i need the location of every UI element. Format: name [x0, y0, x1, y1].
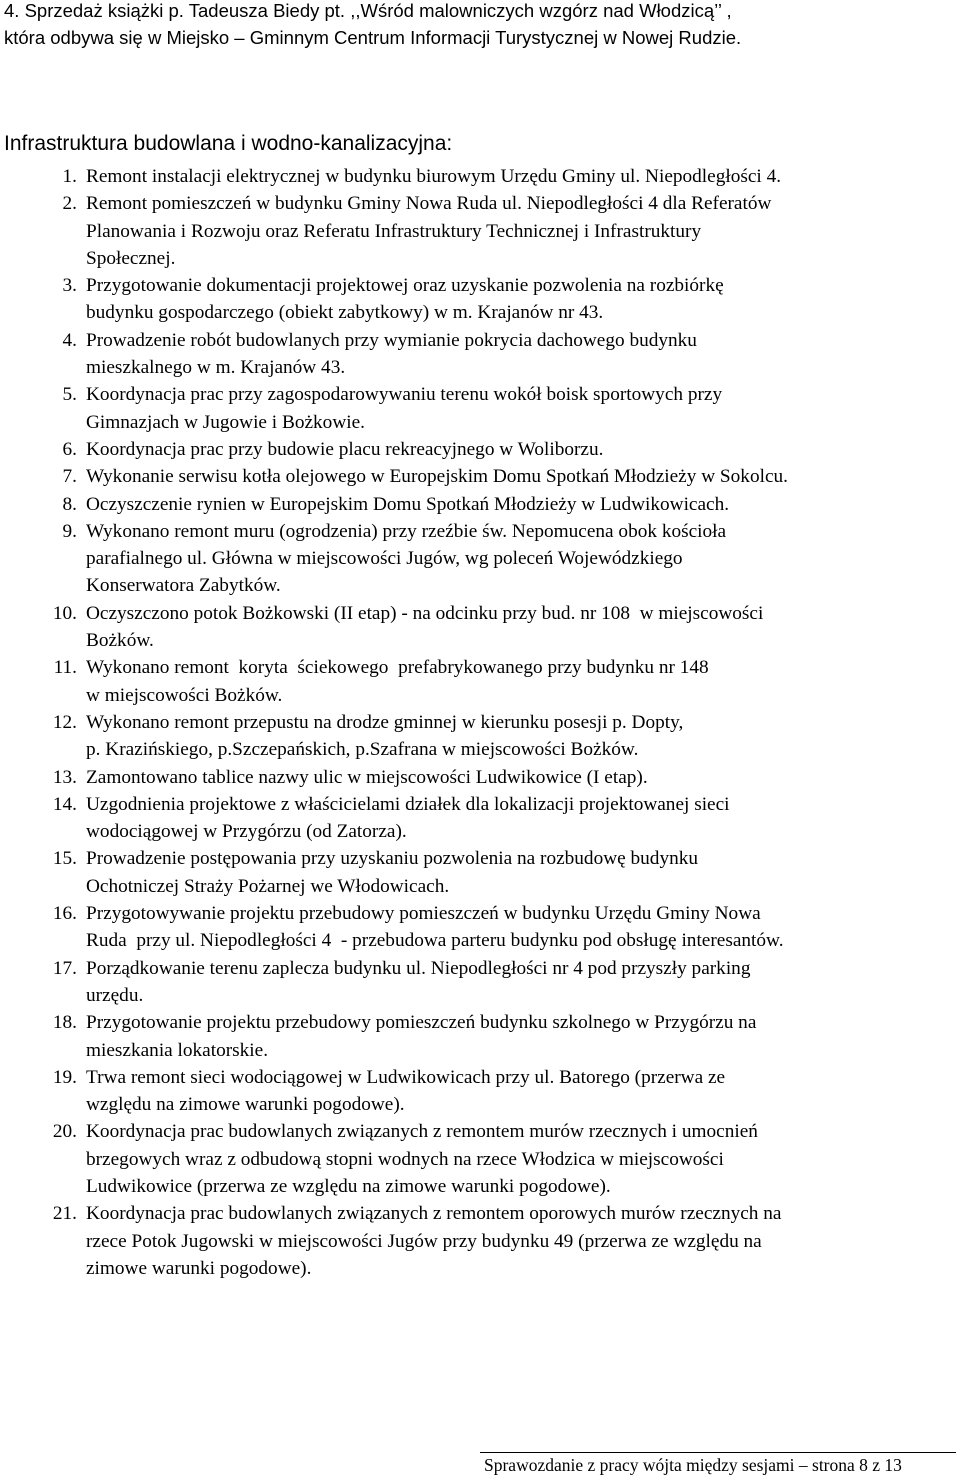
item-text-line: Prowadzenie robót budowlanych przy wymianie pokrycia dachowego budynku — [86, 329, 697, 351]
item-text-line: Przygotowanie dokumentacji projektowej oraz uzyskanie pozwolenia na rozbiórkę — [86, 275, 724, 297]
item-text-line: Ruda przy ul. Niepodległości 4 - przebudowa parteru budynku pod obsługę interesantów. — [86, 930, 784, 952]
list-item — [0, 791, 960, 846]
item-text-line: Wykonano remont przepustu na drodze gminnej w kierunku posesji p. Dopty, — [86, 711, 684, 733]
list-item — [0, 272, 960, 327]
page-footer: Sprawozdanie z pracy wójta między sesjami – strona 8 z 13 — [484, 1455, 902, 1475]
item-number: 21. — [52, 1203, 77, 1225]
item-text-line: p. Krazińskiego, p.Szczepańskich, p.Szafrana w miejscowości Bożków. — [86, 739, 639, 761]
list-item — [0, 1118, 960, 1200]
section-heading: Infrastruktura budowlana i wodno-kanalizacyjna: — [4, 132, 453, 155]
item-number: 6. — [62, 438, 77, 460]
list-item — [0, 1009, 960, 1064]
item-number: 18. — [52, 1012, 77, 1034]
list-item — [0, 764, 960, 791]
item-number: 16. — [52, 903, 77, 925]
item-number: 1. — [62, 166, 77, 187]
item-text-line: mieszkalnego w m. Krajanów 43. — [86, 357, 346, 379]
item-number: 19. — [52, 1066, 77, 1088]
item-number: 13. — [52, 766, 77, 788]
item-number: 2. — [62, 193, 77, 215]
item-text-line: Bożków. — [86, 630, 154, 652]
intro-paragraph — [4, 0, 954, 51]
item-number: 17. — [52, 957, 77, 979]
item-text-line: Uzgodnienia projektowe z właścicielami działek dla lokalizacji projektowanej sieci — [86, 793, 730, 815]
item-text-line: w miejscowości Bożków. — [86, 684, 283, 706]
list-item — [0, 491, 960, 518]
item-text-line: urzędu. — [86, 984, 144, 1006]
item-number: 20. — [52, 1121, 77, 1143]
item-text-line: Społecznej. — [86, 247, 176, 269]
list-item — [0, 600, 960, 655]
item-number: 8. — [62, 493, 77, 515]
list-item — [0, 327, 960, 382]
item-number: 7. — [62, 466, 77, 488]
item-text-line: Koordynacja prac budowlanych związanych z remontem oporowych murów rzecznych na — [86, 1203, 782, 1225]
item-text-line: Prowadzenie postępowania przy uzyskaniu pozwolenia na rozbudowę budynku — [86, 848, 699, 870]
list-item — [0, 709, 960, 764]
item-text-line: Wykonano remont muru (ogrodzenia) przy rzeźbie św. Nepomucena obok kościoła — [86, 520, 727, 542]
item-number: 4. — [62, 329, 77, 351]
list-item — [0, 463, 960, 490]
list-item — [0, 436, 960, 463]
item-text-line: Koordynacja prac przy budowie placu rekreacyjnego w Woliborzu. — [86, 438, 604, 460]
item-text-line: Remont pomieszczeń w budynku Gminy Nowa Ruda ul. Niepodległości 4 dla Referatów — [86, 193, 772, 215]
task-list — [0, 163, 960, 1282]
item-text-line: budynku gospodarczego (obiekt zabytkowy) w m. Krajanów nr 43. — [86, 302, 604, 324]
item-number: 14. — [52, 793, 77, 815]
item-text-line: brzegowych wraz z odbudową stopni wodnych na rzece Włodzica w miejscowości — [86, 1148, 724, 1170]
item-text-line: Zamontowano tablice nazwy ulic w miejscowości Ludwikowice (I etap). — [86, 766, 648, 788]
list-item — [0, 163, 960, 190]
list-item — [0, 1064, 960, 1119]
item-text-line: Konserwatora Zabytków. — [86, 575, 281, 597]
item-text-line: zimowe warunki pogodowe). — [86, 1257, 312, 1279]
list-item — [0, 190, 960, 272]
item-text-line: Planowania i Rozwoju oraz Referatu Infrastruktury Technicznej i Infrastruktury — [86, 220, 702, 242]
item-text-line: Koordynacja prac przy zagospodarowywaniu terenu wokół boisk sportowych przy — [86, 384, 723, 406]
item-text-line: Ludwikowice (przerwa ze względu na zimowe warunki pogodowe). — [86, 1175, 611, 1197]
item-number: 5. — [62, 384, 77, 406]
item-number: 10. — [52, 602, 77, 624]
item-text-line: Przygotowanie projektu przebudowy pomieszczeń budynku szkolnego w Przygórzu na — [86, 1012, 757, 1034]
item-text-line: Porządkowanie terenu zaplecza budynku ul. Niepodległości nr 4 pod przyszły parking — [86, 957, 751, 979]
item-text-line: Wykonano remont koryta ściekowego prefabrykowanego przy budynku nr 148 — [86, 657, 709, 679]
intro-line-1: 4. Sprzedaż książki p. Tadeusza Biedy pt. ,,Wśród malowniczych wzgórz nad Włodzicą’’ , — [4, 0, 732, 21]
item-text-line: mieszkania lokatorskie. — [86, 1039, 269, 1061]
list-item — [0, 955, 960, 1010]
intro-line-2: która odbywa się w Miejsko – Gminnym Centrum Informacji Turystycznej w Nowej Rudzie. — [4, 27, 742, 48]
list-item — [0, 1200, 960, 1282]
item-text-line: Trwa remont sieci wodociągowej w Ludwikowicach przy ul. Batorego (przerwa ze — [86, 1066, 726, 1088]
item-text-line: Przygotowywanie projektu przebudowy pomieszczeń w budynku Urzędu Gminy Nowa — [86, 903, 761, 925]
item-text-line: Gimnazjach w Jugowie i Bożkowie. — [86, 411, 365, 433]
list-item — [0, 518, 960, 600]
item-number: 15. — [52, 848, 77, 870]
list-item — [0, 381, 960, 436]
footer-rule — [480, 1452, 956, 1453]
item-text-line: Remont instalacji elektrycznej w budynku biurowym Urzędu Gminy ul. Niepodległości 4. — [86, 166, 782, 187]
item-number: 3. — [62, 275, 77, 297]
item-number: 12. — [52, 711, 77, 733]
item-number: 9. — [62, 520, 77, 542]
item-text-line: wodociągowej w Przygórzu (od Zatorza). — [86, 821, 407, 843]
item-text-line: Koordynacja prac budowlanych związanych z remontem murów rzecznych i umocnień — [86, 1121, 758, 1143]
item-text-line: rzece Potok Jugowski w miejscowości Jugów przy budynku 49 (przerwa ze względu na — [86, 1230, 762, 1252]
item-text-line: Ochotniczej Straży Pożarnej we Włodowicach. — [86, 875, 450, 897]
item-number: 11. — [53, 657, 77, 679]
item-text-line: Wykonanie serwisu kotła olejowego w Europejskim Domu Spotkań Młodzieży w Sokolcu. — [86, 466, 788, 488]
list-item — [0, 654, 960, 709]
item-text-line: Oczyszczono potok Bożkowski (II etap) - na odcinku przy bud. nr 108 w miejscowości — [86, 602, 764, 624]
item-text-line: parafialnego ul. Główna w miejscowości Jugów, wg poleceń Wojewódzkiego — [86, 548, 683, 570]
list-item — [0, 900, 960, 955]
item-text-line: względu na zimowe warunki pogodowe). — [86, 1094, 405, 1116]
list-item — [0, 845, 960, 900]
item-text-line: Oczyszczenie rynien w Europejskim Domu Spotkań Młodzieży w Ludwikowicach. — [86, 493, 730, 515]
